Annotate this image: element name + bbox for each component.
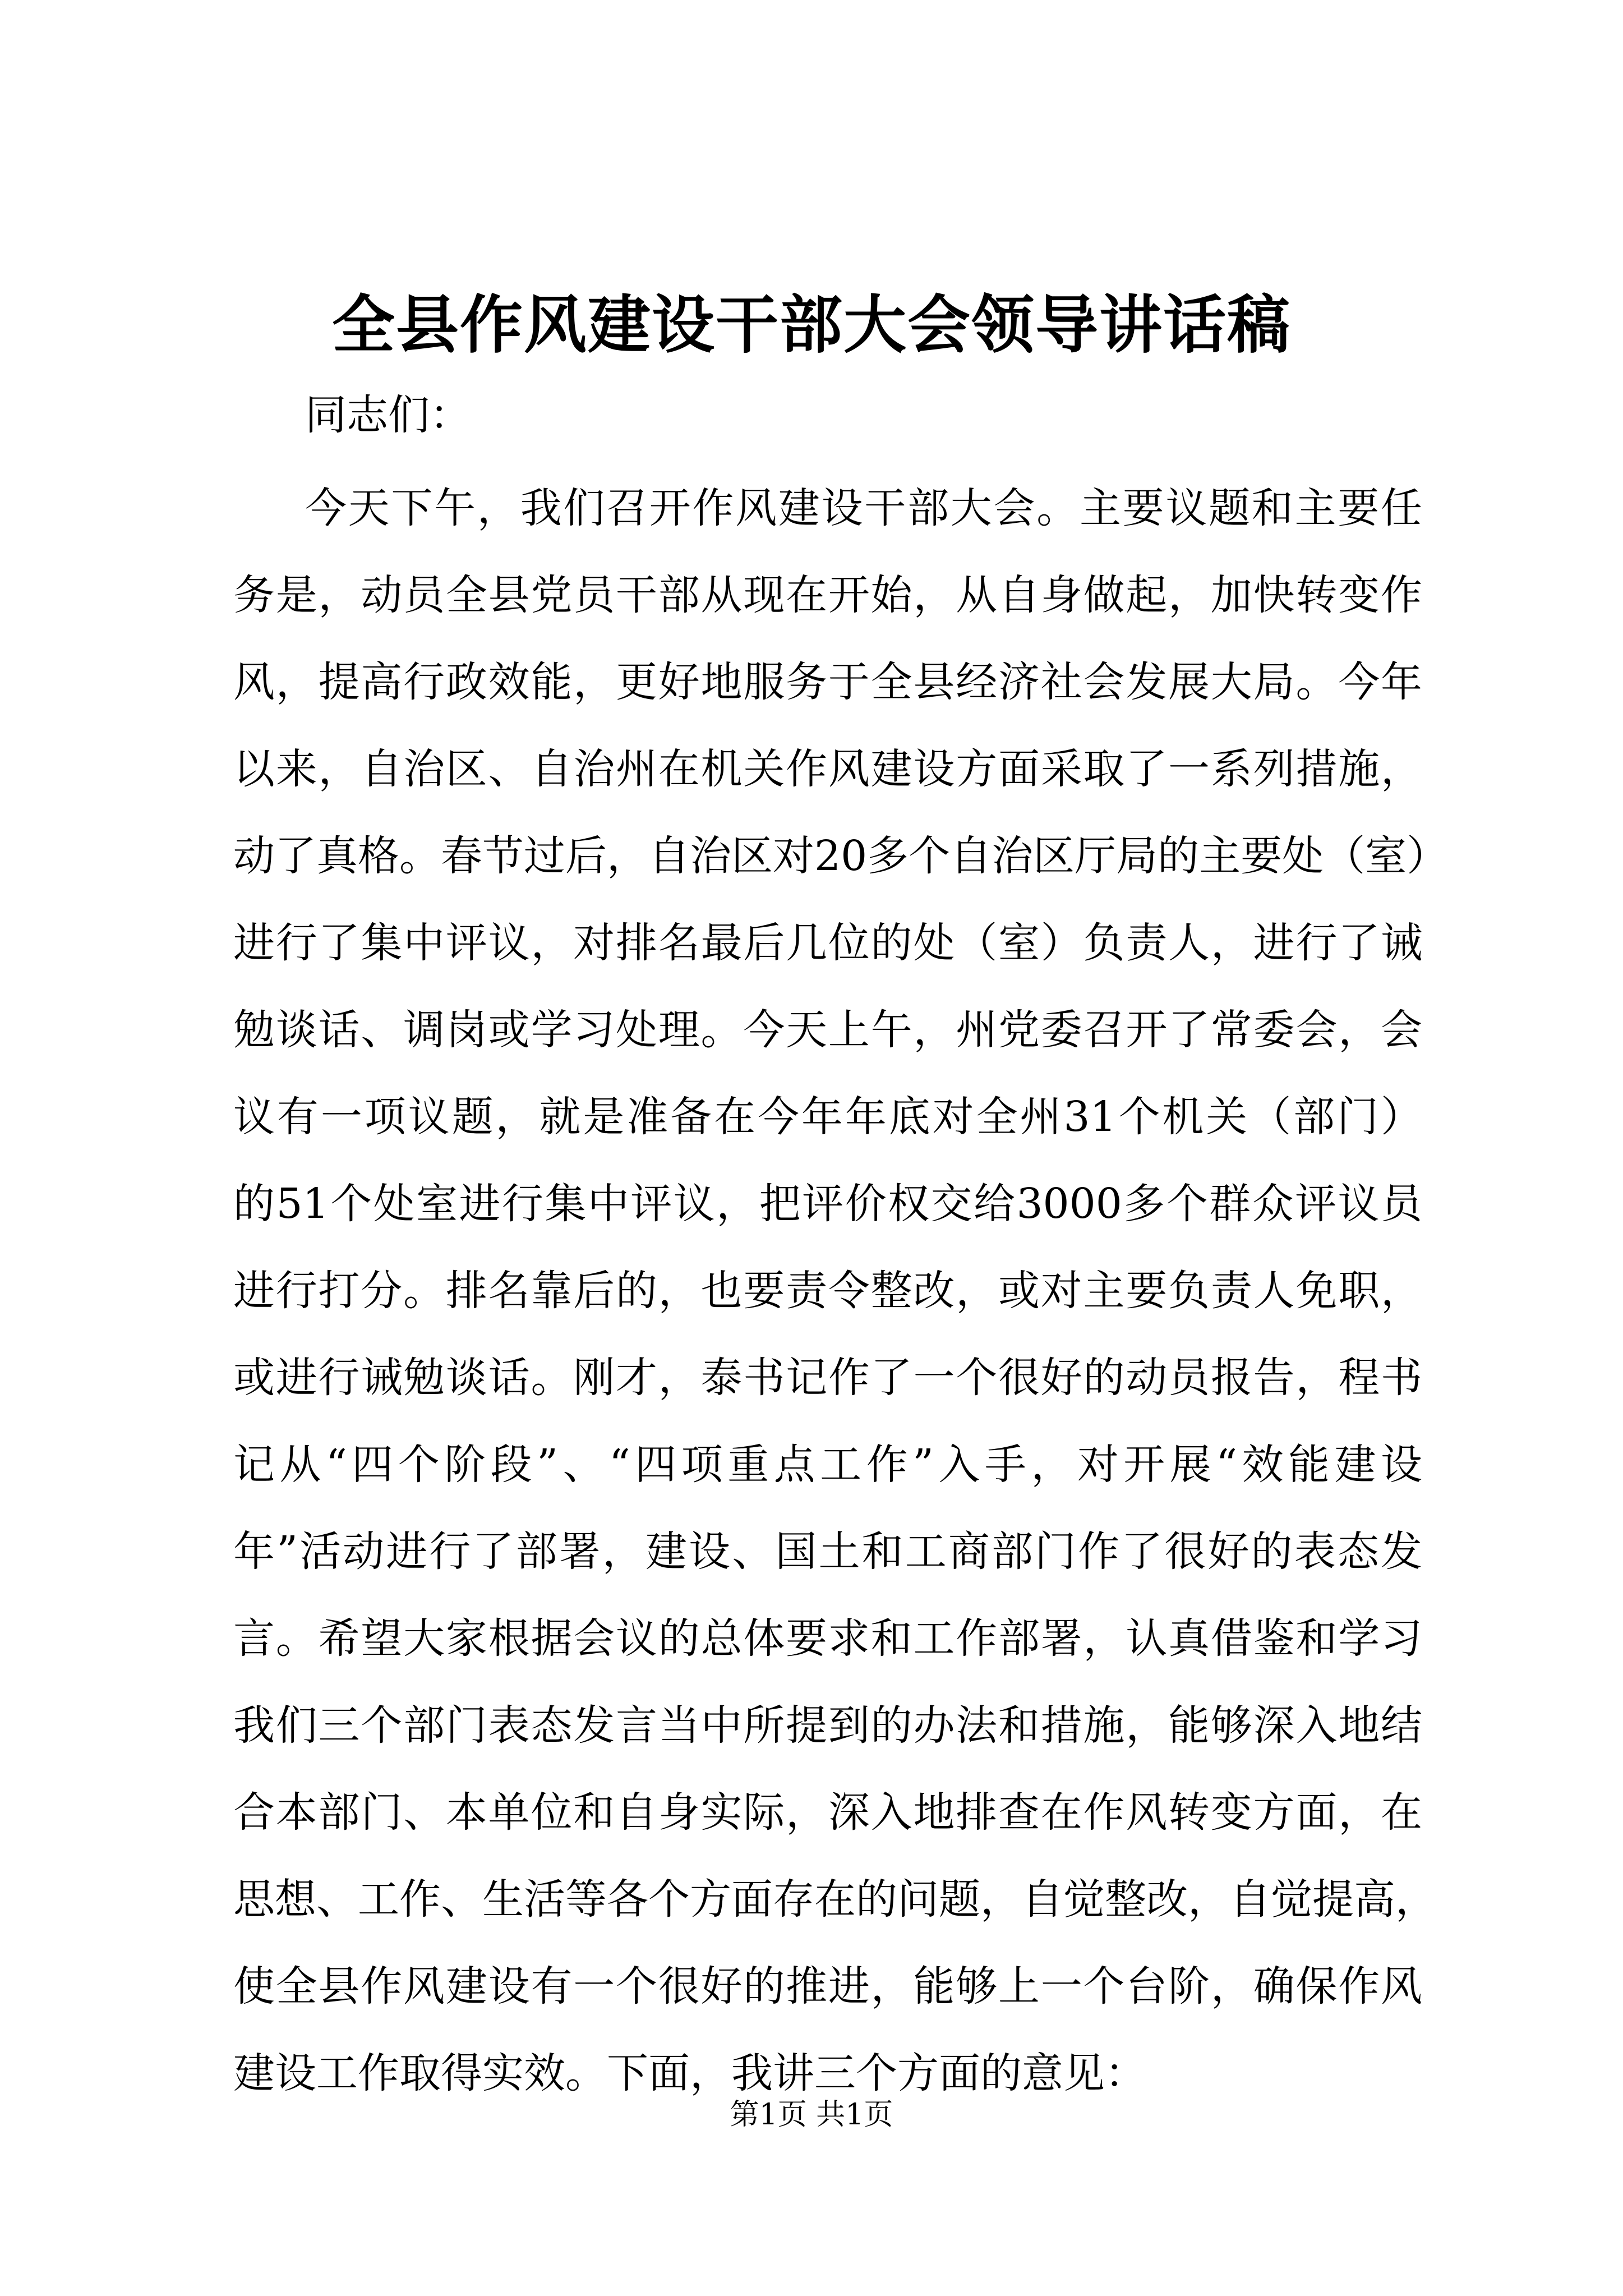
- paragraph-line: 年”活动进行了部署，建设、国土和工商部门作了很好的表态发: [233, 1527, 1422, 1576]
- paragraph-line: 勉谈话、调岗或学习处理。今天上午，州党委召开了常委会，会: [233, 1006, 1422, 1054]
- paragraph-line: 建设工作取得实效。下面，我讲三个方面的意见：: [233, 2049, 1146, 2097]
- salutation: 同志们：: [305, 391, 471, 439]
- paragraph-line: 今天下午，我们召开作风建设干部大会。主要议题和主要任: [305, 484, 1422, 532]
- paragraph-line: 以来，自治区、自治州在机关作风建设方面采取了一系列措施，: [233, 745, 1422, 793]
- paragraph-line: 记从“四个阶段”、“四项重点工作”入手，对开展“效能建设: [233, 1441, 1422, 1489]
- paragraph-line: 合本部门、本单位和自身实际，深入地排查在作风转变方面，在: [233, 1788, 1422, 1837]
- document-title: 全县作风建设干部大会领导讲话稿: [332, 288, 1291, 362]
- paragraph-line: 我们三个部门表态发言当中所提到的办法和措施，能够深入地结: [233, 1701, 1422, 1750]
- paragraph-line: 思想、工作、生活等各个方面存在的问题，自觉整改，自觉提高，: [233, 1875, 1437, 1924]
- paragraph-line: 的51个处室进行集中评议，把评价权交给3000多个群众评议员: [233, 1180, 1422, 1228]
- paragraph-line: 务是，动员全县党员干部从现在开始，从自身做起，加快转变作: [233, 571, 1422, 619]
- paragraph-line: 进行打分。排名靠后的，也要责令整改，或对主要负责人免职，: [233, 1267, 1422, 1315]
- page-number-footer: 第1页 共1页: [730, 2098, 893, 2132]
- paragraph-line: 言。希望大家根据会议的总体要求和工作部署，认真借鉴和学习: [233, 1614, 1422, 1663]
- paragraph-line: 议有一项议题，就是准备在今年年底对全州31个机关（部门）: [233, 1093, 1422, 1141]
- paragraph-line: 风，提高行政效能，更好地服务于全县经济社会发展大局。今年: [233, 658, 1422, 706]
- paragraph-line: 动了真格。春节过后，自治区对20多个自治区厅局的主要处（室）: [233, 832, 1449, 880]
- paragraph-line: 进行了集中评议，对排名最后几位的处（室）负责人，进行了诫: [233, 919, 1422, 967]
- paragraph-line: 或进行诫勉谈话。刚才，泰书记作了一个很好的动员报告，程书: [233, 1354, 1422, 1402]
- paragraph-line: 使全县作风建设有一个很好的推进，能够上一个台阶，确保作风: [233, 1962, 1422, 2010]
- body-paragraph: [233, 465, 1449, 2117]
